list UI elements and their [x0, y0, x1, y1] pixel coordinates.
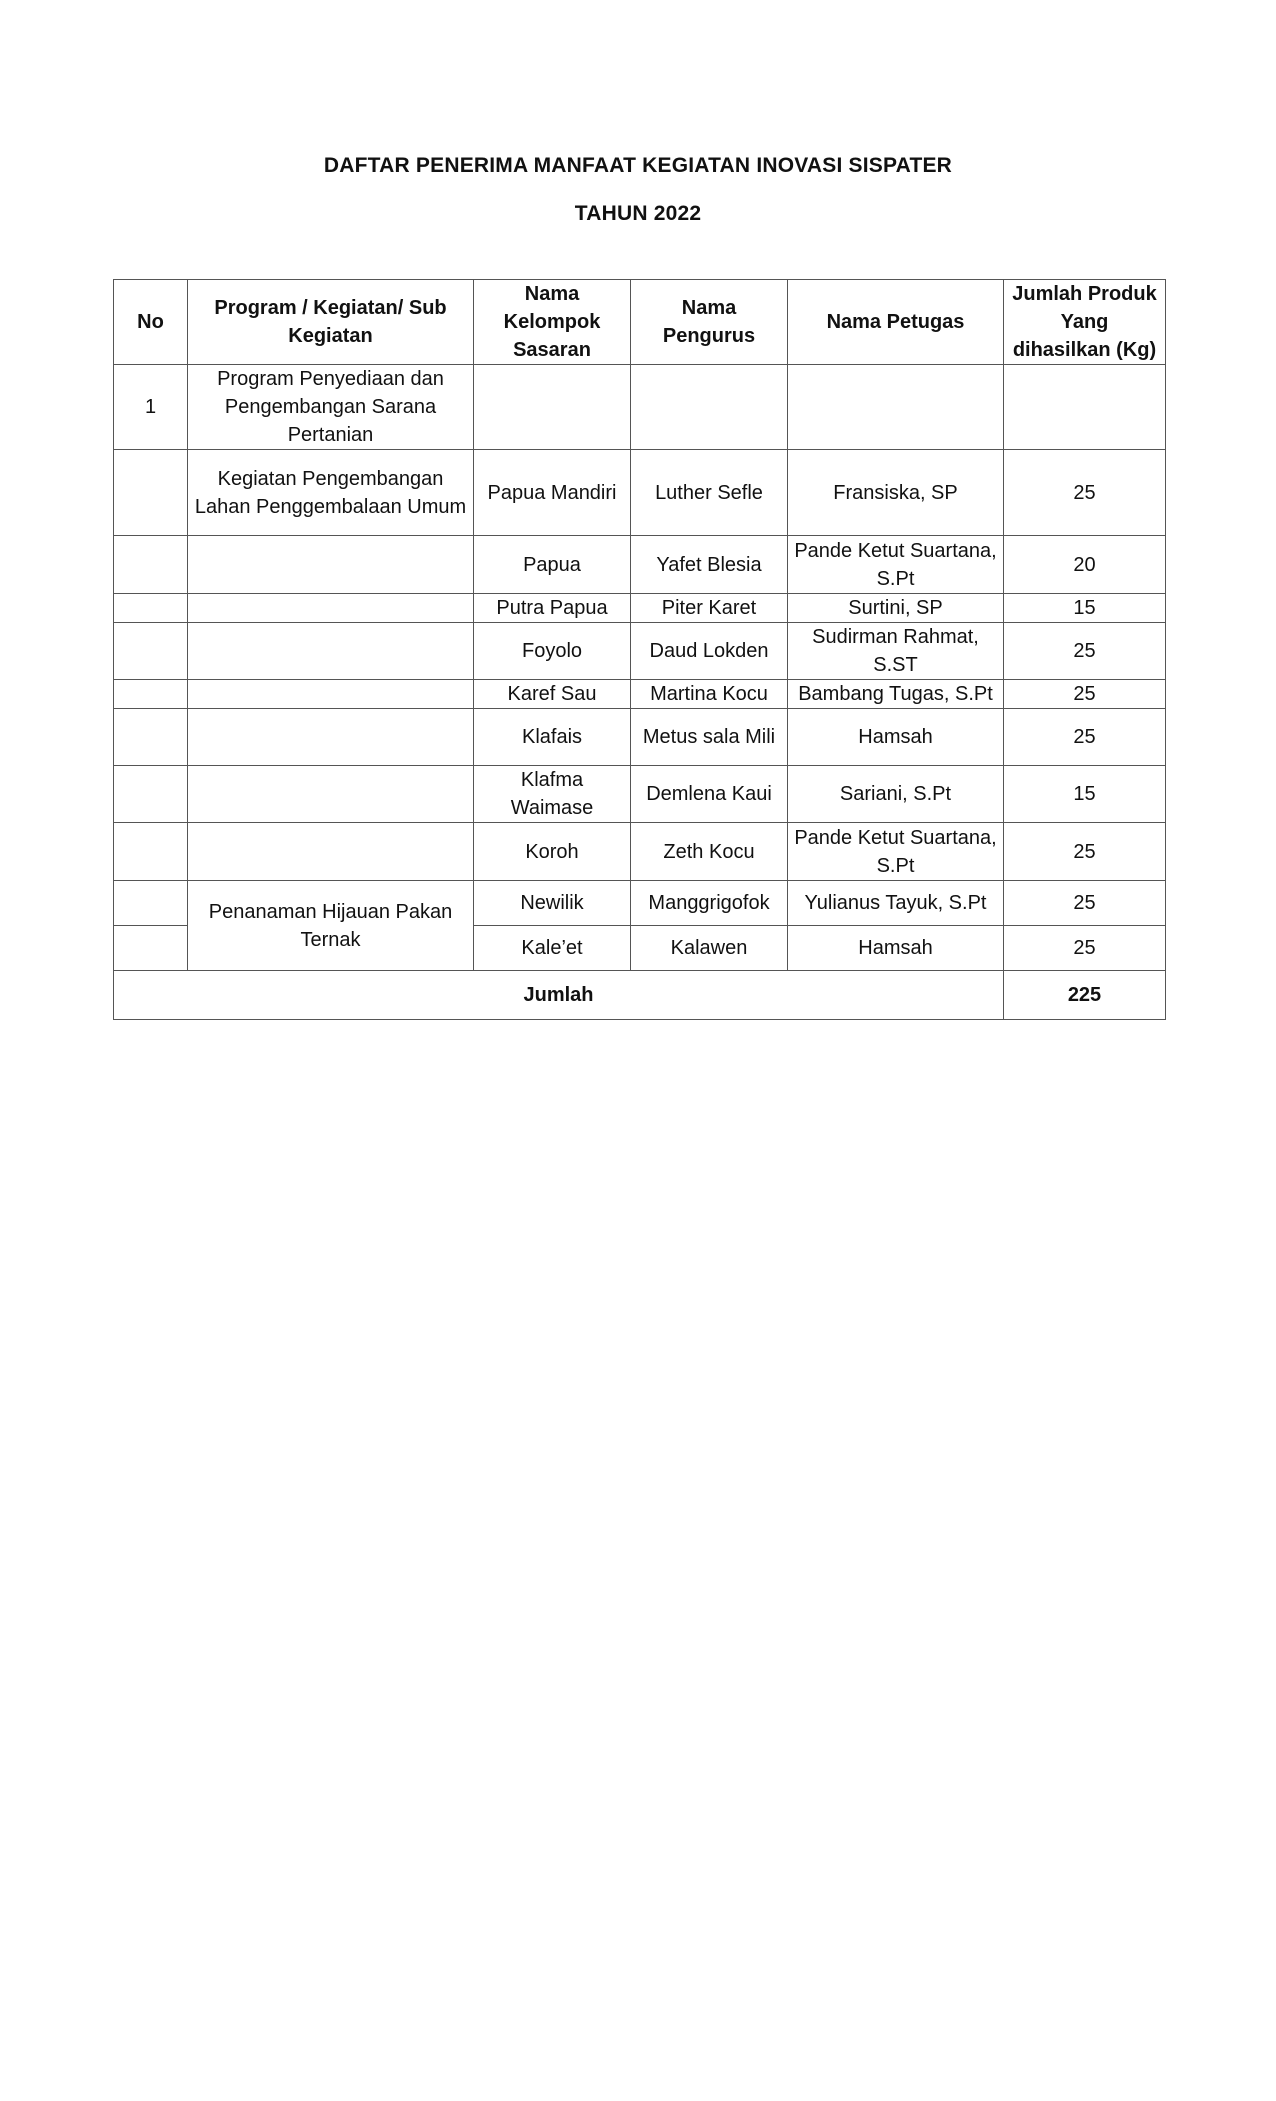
header-no: No: [114, 280, 188, 365]
cell-petugas: Surtini, SP: [788, 594, 1004, 623]
cell-petugas: Pande Ketut Suartana, S.Pt: [788, 823, 1004, 881]
table-total-row: [114, 971, 1166, 1020]
cell-petugas: Pande Ketut Suartana, S.Pt: [788, 536, 1004, 594]
cell-jumlah: 25: [1004, 823, 1166, 881]
document-year: TAHUN 2022: [574, 202, 702, 225]
cell-jumlah: 25: [1004, 709, 1166, 766]
cell-petugas: Hamsah: [788, 709, 1004, 766]
cell-petugas: Hamsah: [788, 926, 1004, 971]
cell-petugas: Sariani, S.Pt: [788, 766, 1004, 823]
table-row-program: [114, 365, 1166, 450]
cell-kelompok: Koroh: [474, 823, 631, 881]
program-name: Program Penyediaan dan Pengembangan Sarana Pertanian: [188, 365, 474, 450]
cell-pengurus: Manggrigofok: [631, 881, 788, 926]
table-row: [114, 709, 1166, 766]
cell-pengurus: Kalawen: [631, 926, 788, 971]
header-program: Program / Kegiatan/ Sub Kegiatan: [188, 280, 474, 365]
header-pengurus: Nama Pengurus: [631, 280, 788, 365]
cell-kelompok: Karef Sau: [474, 680, 631, 709]
table-header-row: [114, 280, 1166, 365]
table-row: [114, 623, 1166, 680]
cell-jumlah: 25: [1004, 450, 1166, 536]
cell-jumlah: 25: [1004, 926, 1166, 971]
kegiatan-name: Kegiatan Pengembangan Lahan Penggembalaan Umum: [188, 450, 474, 536]
table-row: [114, 680, 1166, 709]
cell-kelompok: Newilik: [474, 881, 631, 926]
cell-pengurus: Luther Sefle: [631, 450, 788, 536]
table-row: [114, 881, 1166, 926]
cell-jumlah: 20: [1004, 536, 1166, 594]
cell-kelompok: Putra Papua: [474, 594, 631, 623]
cell-kelompok: Papua Mandiri: [474, 450, 631, 536]
cell-petugas: Bambang Tugas, S.Pt: [788, 680, 1004, 709]
header-petugas: Nama Petugas: [788, 280, 1004, 365]
cell-pengurus: Metus sala Mili: [631, 709, 788, 766]
table-row: [114, 766, 1166, 823]
cell-kelompok: Papua: [474, 536, 631, 594]
kegiatan-name: Penanaman Hijauan Pakan Ternak: [188, 881, 474, 971]
cell-petugas: Fransiska, SP: [788, 450, 1004, 536]
cell-petugas: Yulianus Tayuk, S.Pt: [788, 881, 1004, 926]
table-row: [114, 823, 1166, 881]
cell-jumlah: 15: [1004, 594, 1166, 623]
header-kelompok: Nama Kelompok Sasaran: [474, 280, 631, 365]
row-number: 1: [114, 365, 188, 450]
cell-pengurus: Daud Lokden: [631, 623, 788, 680]
cell-kelompok: Foyolo: [474, 623, 631, 680]
total-value: 225: [1004, 971, 1166, 1020]
cell-kelompok: Klafma Waimase: [474, 766, 631, 823]
total-label: Jumlah: [114, 971, 1004, 1020]
document-title: DAFTAR PENERIMA MANFAAT KEGIATAN INOVASI SISPATER: [323, 154, 953, 177]
cell-jumlah: 25: [1004, 680, 1166, 709]
table-row: [114, 450, 1166, 536]
cell-pengurus: Demlena Kaui: [631, 766, 788, 823]
beneficiary-table: [113, 279, 1166, 1020]
cell-pengurus: Zeth Kocu: [631, 823, 788, 881]
cell-pengurus: Yafet Blesia: [631, 536, 788, 594]
cell-pengurus: Martina Kocu: [631, 680, 788, 709]
table-row: [114, 594, 1166, 623]
cell-petugas: Sudirman Rahmat, S.ST: [788, 623, 1004, 680]
cell-kelompok: Kale’et: [474, 926, 631, 971]
header-jumlah: Jumlah Produk Yang dihasilkan (Kg): [1004, 280, 1166, 365]
cell-jumlah: 25: [1004, 623, 1166, 680]
cell-jumlah: 15: [1004, 766, 1166, 823]
table-row: [114, 536, 1166, 594]
cell-pengurus: Piter Karet: [631, 594, 788, 623]
cell-jumlah: 25: [1004, 881, 1166, 926]
cell-kelompok: Klafais: [474, 709, 631, 766]
